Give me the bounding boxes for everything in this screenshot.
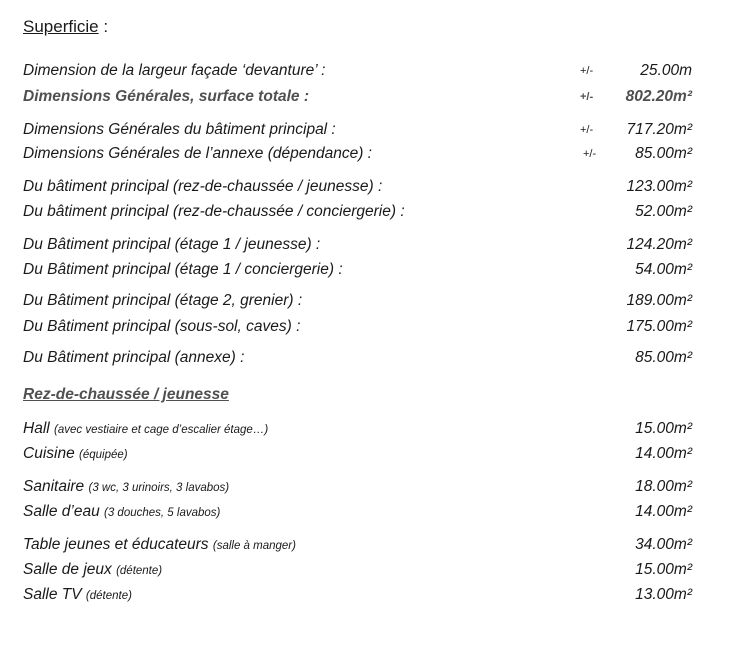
summary-row — [23, 86, 703, 108]
summary-row — [23, 119, 703, 141]
room-note: (3 douches, 5 lavabos) — [104, 507, 221, 519]
row-label: Du Bâtiment principal (étage 1 / jeunesse) : — [23, 236, 321, 253]
row-label: Du Bâtiment principal (annexe) : — [23, 349, 245, 366]
row-label: Dimensions Générales du bâtiment principal : — [23, 121, 336, 138]
plus-minus-marker: +/- — [580, 124, 594, 136]
plus-minus-marker: +/- — [580, 65, 594, 77]
row-label: Dimensions Générales de l’annexe (dépendance) : — [23, 145, 372, 162]
room-label — [23, 443, 128, 466]
row-value: 85.00m² — [635, 349, 692, 366]
subsection-title: Rez-de-chaussée / jeunesse — [23, 386, 229, 403]
row-label: Du Bâtiment principal (étage 1 / conciergerie) : — [23, 261, 343, 278]
summary-row — [23, 316, 703, 338]
room-row — [23, 534, 703, 556]
row-label: Du Bâtiment principal (étage 2, grenier) : — [23, 292, 303, 309]
summary-row — [23, 176, 703, 198]
heading-title: Superficie — [23, 17, 99, 36]
room-name: Sanitaire — [23, 478, 85, 495]
room-value: 18.00m² — [635, 478, 692, 495]
room-value: 14.00m² — [635, 445, 692, 462]
room-label — [23, 559, 162, 582]
summary-row — [23, 347, 703, 369]
room-label — [23, 584, 132, 607]
room-note: (détente) — [85, 590, 132, 602]
room-row — [23, 584, 703, 606]
row-value: 189.00m² — [626, 292, 692, 309]
row-value: 85.00m² — [635, 145, 692, 162]
room-row — [23, 501, 703, 523]
room-name: Salle de jeux — [23, 561, 112, 578]
row-value: 175.00m² — [626, 318, 692, 335]
heading-suffix: : — [98, 17, 109, 36]
room-row — [23, 559, 703, 581]
plus-minus-marker: +/- — [583, 148, 597, 160]
room-label — [23, 476, 229, 499]
row-label: Du bâtiment principal (rez-de-chaussée / conciergerie) : — [23, 203, 405, 220]
room-name: Table jeunes et éducateurs — [23, 536, 209, 553]
summary-row — [23, 259, 703, 281]
room-label — [23, 501, 220, 524]
row-value: 802.20m² — [625, 88, 692, 105]
row-label: Du bâtiment principal (rez-de-chaussée / jeunesse) : — [23, 178, 383, 195]
row-value: 717.20m² — [626, 121, 692, 138]
summary-row — [23, 290, 703, 312]
plus-minus-marker: +/- — [580, 91, 594, 103]
room-note: (salle à manger) — [212, 540, 296, 552]
room-value: 14.00m² — [635, 503, 692, 520]
row-value: 54.00m² — [635, 261, 692, 278]
room-value: 15.00m² — [635, 420, 692, 437]
summary-row — [23, 234, 703, 256]
room-note: (3 wc, 3 urinoirs, 3 lavabos) — [88, 482, 230, 494]
room-label — [23, 534, 296, 557]
room-note: (avec vestiaire et cage d’escalier étage…) — [54, 424, 269, 436]
summary-row — [23, 60, 703, 82]
room-name: Cuisine — [23, 445, 75, 462]
room-note: (détente) — [116, 565, 163, 577]
row-value: 52.00m² — [635, 203, 692, 220]
row-label: Dimension de la largeur façade ‘devanture’ : — [23, 62, 326, 79]
room-name: Hall — [23, 420, 50, 437]
room-name: Salle d’eau — [23, 503, 100, 520]
section-heading — [23, 17, 108, 37]
summary-row — [23, 143, 703, 165]
room-label — [23, 418, 268, 441]
room-value: 34.00m² — [635, 536, 692, 553]
row-label: Du Bâtiment principal (sous-sol, caves) : — [23, 318, 301, 335]
room-note: (équipée) — [79, 449, 128, 461]
row-label: Dimensions Générales, surface totale : — [23, 88, 309, 105]
row-value: 124.20m² — [626, 236, 692, 253]
room-row — [23, 476, 703, 498]
room-name: Salle TV — [23, 586, 82, 603]
room-value: 15.00m² — [635, 561, 692, 578]
room-value: 13.00m² — [635, 586, 692, 603]
summary-row — [23, 201, 703, 223]
row-value: 123.00m² — [626, 178, 692, 195]
room-row — [23, 443, 703, 465]
row-value: 25.00m — [640, 62, 692, 79]
room-row — [23, 418, 703, 440]
